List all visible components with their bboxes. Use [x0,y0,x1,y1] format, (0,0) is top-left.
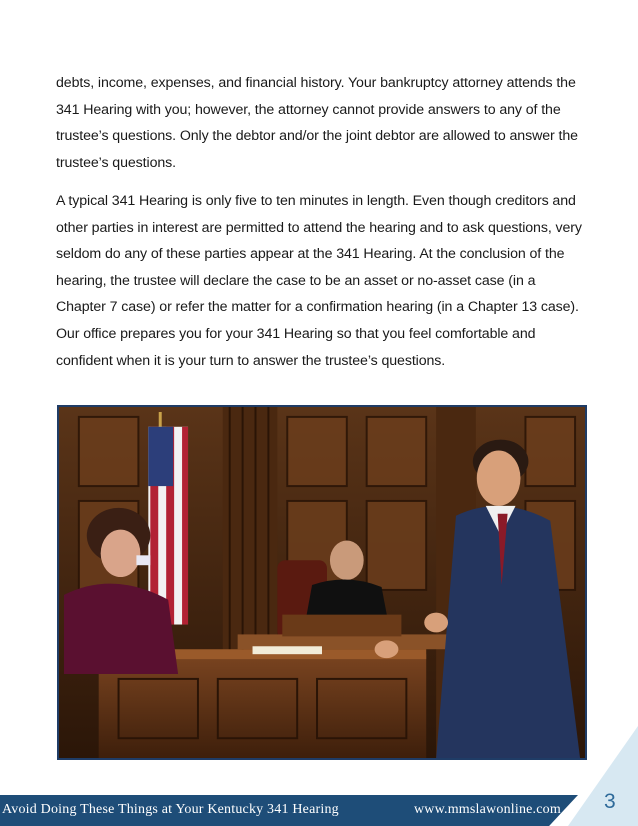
body-paragraph-1: debts, income, expenses, and financial history. Your bankruptcy attorney attends the 341 Hearing with you; however, the attorney cannot provide answers to any of the trustee’s questions. Only the debtor and/or the joint debtor are allowed to answer the trustee’s questions. [56,75,578,171]
footer-website-link[interactable]: www.mmslawonline.com [414,802,561,817]
footer-title: Avoid Doing These Things at Your Kentucky 341 Hearing [2,802,339,817]
corner-decoration [568,726,638,826]
courtroom-photo [57,405,587,760]
courtroom-illustration [59,407,585,758]
tissue [136,555,150,565]
body-paragraph-2: A typical 341 Hearing is only five to ten minutes in length. Even though creditors and other parties in interest are permitted to attend the hearing and to ask questions, very seldom do any of these parties appear at the 341 Hearing. At the conclusion of the hearing, the trustee will declare the case to be an asset or no-asset case (in a Chapter 7 case) or refer the matter for a confirmation hearing (in a Chapter 13 case). Our office prepares you for your 341 Hearing so that you feel comfortable and confident when it is your turn to answer the trustee’s questions. [56,193,582,369]
page-number: 3 [604,790,616,813]
